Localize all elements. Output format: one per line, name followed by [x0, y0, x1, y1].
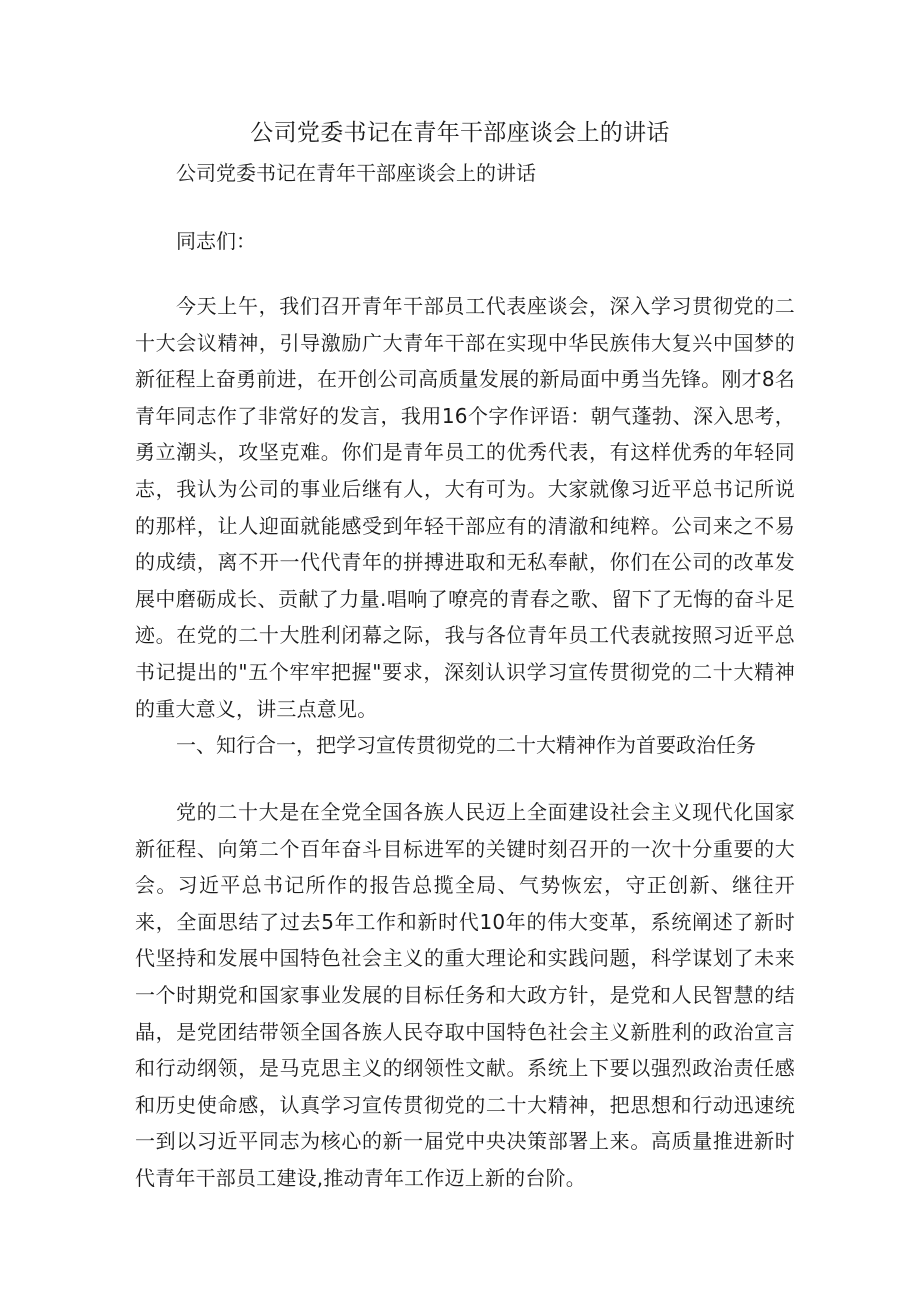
paragraph-opening: 今天上午，我们召开青年干部员工代表座谈会，深入学习贯彻党的二十大会议精神，引导激励广大青年干部在实现中华民族伟大复兴中国梦的新征程上奋勇前进，在开创公司高质量发展的新局面中勇当先锋。刚才8名青年同志作了非常好的发言，我用16个字作评语：朝气蓬勃、深入思考，勇立潮头，攻坚克难。你们是青年员工的优秀代表，有这样优秀的年轻同志，我认为公司的事业后继有人，大有可为。大家就像习近平总书记所说的那样，让人迎面就能感受到年轻干部应有的清澈和纯粹。公司来之不易的成绩，离不开一代代青年的拼搏进取和无私奉献，你们在公司的改革发展中磨砺成长、贡献了力量.唱响了嘹亮的青春之歌、留下了无悔的奋斗足迹。在党的二十大胜利闭幕之际，我与各位青年员工代表就按照习近平总书记提出的"五个牢牢把握"要求，深刻认识学习宣传贯彻党的二十大精神的重大意义，讲三点意见。 [135, 294, 795, 721]
paragraph-section-1: 党的二十大是在全党全国各族人民迈上全面建设社会主义现代化国家新征程、向第二个百年奋斗目标进军的关键时刻召开的一次十分重要的大会。习近平总书记所作的报告总揽全局、气势恢宏，守正创新、继往开来，全面思结了过去5年工作和新时代10年的伟大变革，系统阐述了新时代坚持和发展中国特色社会主义的重大理论和实践问题，科学谋划了未来一个时期党和国家事业发展的目标任务和大政方针，是党和人民智慧的结晶，是党团结带领全国各族人民夺取中国特色社会主义新胜利的政治宣言和行动纲领，是马克思主义的纲领性文献。系统上下要以强烈政治责任感和历史使命感，认真学习宣传贯彻党的二十大精神，把思想和行动迅速统一到以习近平同志为核心的新一届党中央决策部署上来。高质量推进新时代青年干部员工建设,推动青年工作迈上新的台阶。 [135, 800, 795, 1190]
document-subtitle: 公司党委书记在青年干部座谈会上的讲话 [176, 161, 536, 185]
document-title: 公司党委书记在青年干部座谈会上的讲话 [250, 120, 670, 146]
salutation: 同志们： [176, 229, 256, 253]
section-heading-1: 一、知行合一，把学习宣传贯彻党的二十大精神作为首要政治任务 [176, 733, 756, 757]
